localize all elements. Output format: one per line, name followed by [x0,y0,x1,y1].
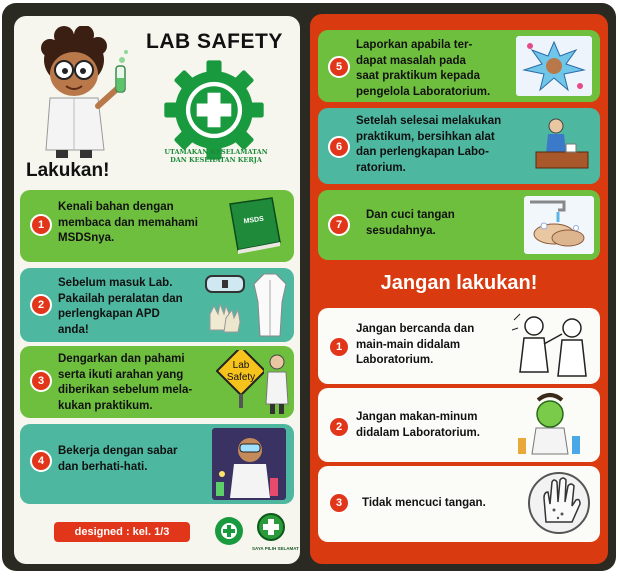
book-label: MSDS [243,215,265,226]
step-text: Sebelum masuk Lab. Pakailah peralatan dan perlengkapan APD anda! [58,277,183,336]
lab-safety-sign-icon [216,350,264,408]
dont-card-2 [318,388,600,462]
careful-student-icon [212,428,286,500]
do-card-3 [20,346,294,418]
eating-student-icon [514,392,586,458]
joking-students-icon [508,310,596,382]
hand-washing-icon [524,196,594,254]
step-text: Dengarkan dan pahami serta ikuti arahan yang diberikan sebelum mela- kukan praktikum. [58,353,193,412]
msds-book-icon [224,196,286,254]
do-card-4 [20,424,294,504]
credit-badge: designed : kel. 1/3 [54,522,190,542]
logo-caption: SAYA PILIH SELAMAT [252,546,299,551]
step-badge: 1 [328,336,350,358]
do-card-1 [20,190,294,262]
step-badge: 3 [328,492,350,514]
step-text: Setelah selesai melakukan praktikum, bersihkan alat dan perlengkapan Labo- ratorium. [356,115,502,174]
step-badge: 7 [328,214,350,236]
motto-line: DAN KESEHATAN KERJA [170,156,262,165]
scientist-kid-icon [34,26,134,162]
safety-motto [148,148,284,164]
k3-gear-logo-icon [212,514,246,548]
explosion-icon [516,36,592,96]
step-badge: 6 [328,136,350,158]
safety-first-logo-icon [254,512,288,546]
motto-line: UTAMAKAN KESELAMATAN [164,148,268,156]
step-text: Kenali bahan dengan membaca dan memahami MSDSnya. [58,201,198,245]
do-card-5 [318,30,600,102]
step-badge: 2 [30,294,52,316]
step-badge: 1 [30,214,52,236]
step-badge: 2 [328,416,350,438]
step-badge: 4 [30,450,52,472]
donts-heading: Jangan lakukan! [380,272,538,294]
poster-title: LAB SAFETY [146,30,283,53]
step-text: Tidak mencuci tangan. [362,497,486,509]
step-text: Laporkan apabila ter- dapat masalah pada saat praktikum kepada pengelola Laboratorium. [356,39,491,98]
step-text: Dan cuci tangan sesudahnya. [366,209,455,237]
teacher-icon [264,352,290,414]
gloves-icon [204,300,246,334]
dos-heading: Lakukan! [26,160,110,181]
do-card-2 [20,268,294,342]
cleaning-icon [530,114,592,176]
do-card-7 [318,190,600,260]
sign-line: Safety [226,372,256,383]
do-card-6 [318,108,600,184]
dirty-hand-icon [528,470,590,536]
dont-card-3 [318,466,600,542]
step-text: Jangan makan-minum didalam Laboratorium. [356,411,480,439]
step-text: Bekerja dengan sabar dan berhati-hati. [58,445,178,473]
sign-line: Lab [232,360,250,371]
step-badge: 3 [30,370,52,392]
lab-coat-icon [252,272,288,338]
step-badge: 5 [328,56,350,78]
goggles-icon [204,272,246,296]
step-text: Jangan bercanda dan main-main didalam Laboratorium. [356,323,475,367]
dont-card-1 [318,308,600,384]
